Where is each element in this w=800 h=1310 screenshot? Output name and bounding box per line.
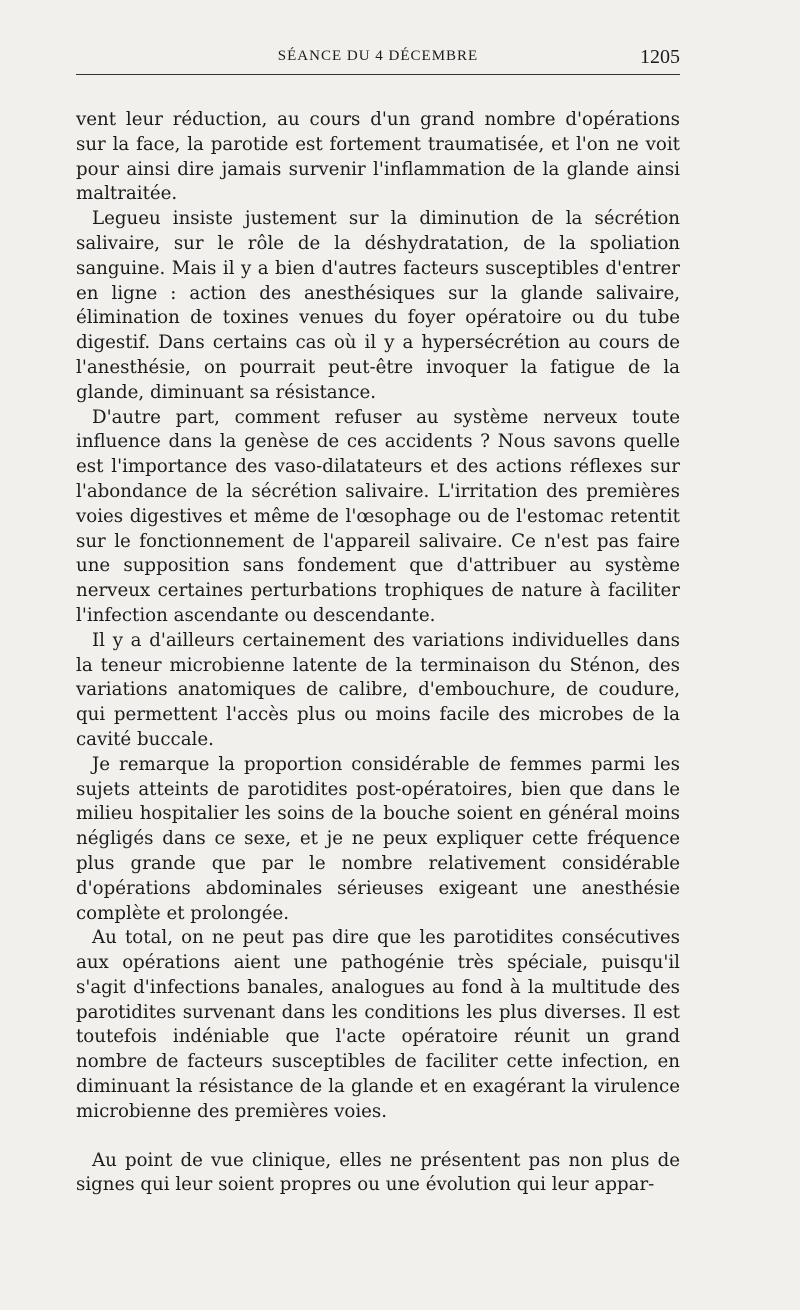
paragraph: Au point de vue clinique, elles ne présentent pas non plus de signes qui leur soient propres ou une évolution qui leur appar- xyxy=(76,1149,680,1196)
paragraph: D'autre part, comment refuser au système nerveux toute influence dans la genèse de ces accidents ? Nous savons quelle est l'importance des vaso-dilatateurs et des actions réflexes sur l'abondance de la sécrétion salivaire. L'irritation des premières voies digestives et même de l'œsophage ou de l'estomac retentit sur le fonctionnement de l'appareil salivaire. Ce n'est pas faire une supposition sans fondement que d'attribuer au système nerveux certaines perturbations trophiques de nature à faciliter l'infection ascendante ou descendante. xyxy=(76,406,680,626)
paragraph-continuation: vent leur réduction, au cours d'un grand nombre d'opérations sur la face, la parotide est fortement traumatisée, et l'on ne voit pour ainsi dire jamais survenir l'inflammation de la glande ainsi maltraitée. xyxy=(76,109,680,205)
paragraph: Legueu insiste justement sur la diminution de la sécrétion salivaire, sur le rôle de la déshydratation, de la spoliation sanguine. Mais il y a bien d'autres facteurs susceptibles d'entrer en ligne : action des anesthésiques sur la glande salivaire, élimination de toxines venues du foyer opératoire ou du tube digestif. Dans certains cas où il y a hypersécrétion au cours de l'anesthésie, on pourrait peut-être invoquer la fatigue de la glande, diminuant sa résistance. xyxy=(76,208,680,403)
running-title: SÉANCE DU 4 DÉCEMBRE xyxy=(277,48,479,64)
running-header xyxy=(76,48,680,75)
body-text xyxy=(76,108,680,1198)
paragraph: Au total, on ne peut pas dire que les parotidites consécutives aux opérations aient une pathogénie très spéciale, puisqu'il s'agit d'infections banales, analogues au fond à la multitude des parotidites survenant dans les conditions les plus diverses. Il est toutefois indéniable que l'acte opératoire réunit un grand nombre de facteurs susceptibles de faciliter cette infection, en diminuant la résistance de la glande et en exagérant la virulence microbienne des premières voies. xyxy=(76,927,680,1122)
page-number: 1205 xyxy=(640,46,680,68)
paragraph: Je remarque la proportion considérable de femmes parmi les sujets atteints de parotidites post-opératoires, bien que dans le milieu hospitalier les soins de la bouche soient en général moins négligés dans ce sexe, et je ne peux expliquer cette fréquence plus grande que par le nombre relativement considérable d'opérations abdominales sérieuses exigeant une anesthésie complète et prolongée. xyxy=(76,753,680,924)
paragraph: Il y a d'ailleurs certainement des variations individuelles dans la teneur microbienne latente de la terminaison du Sténon, des variations anatomiques de calibre, d'embouchure, de coudure, qui permettent l'accès plus ou moins facile des microbes de la cavité buccale. xyxy=(76,629,680,750)
